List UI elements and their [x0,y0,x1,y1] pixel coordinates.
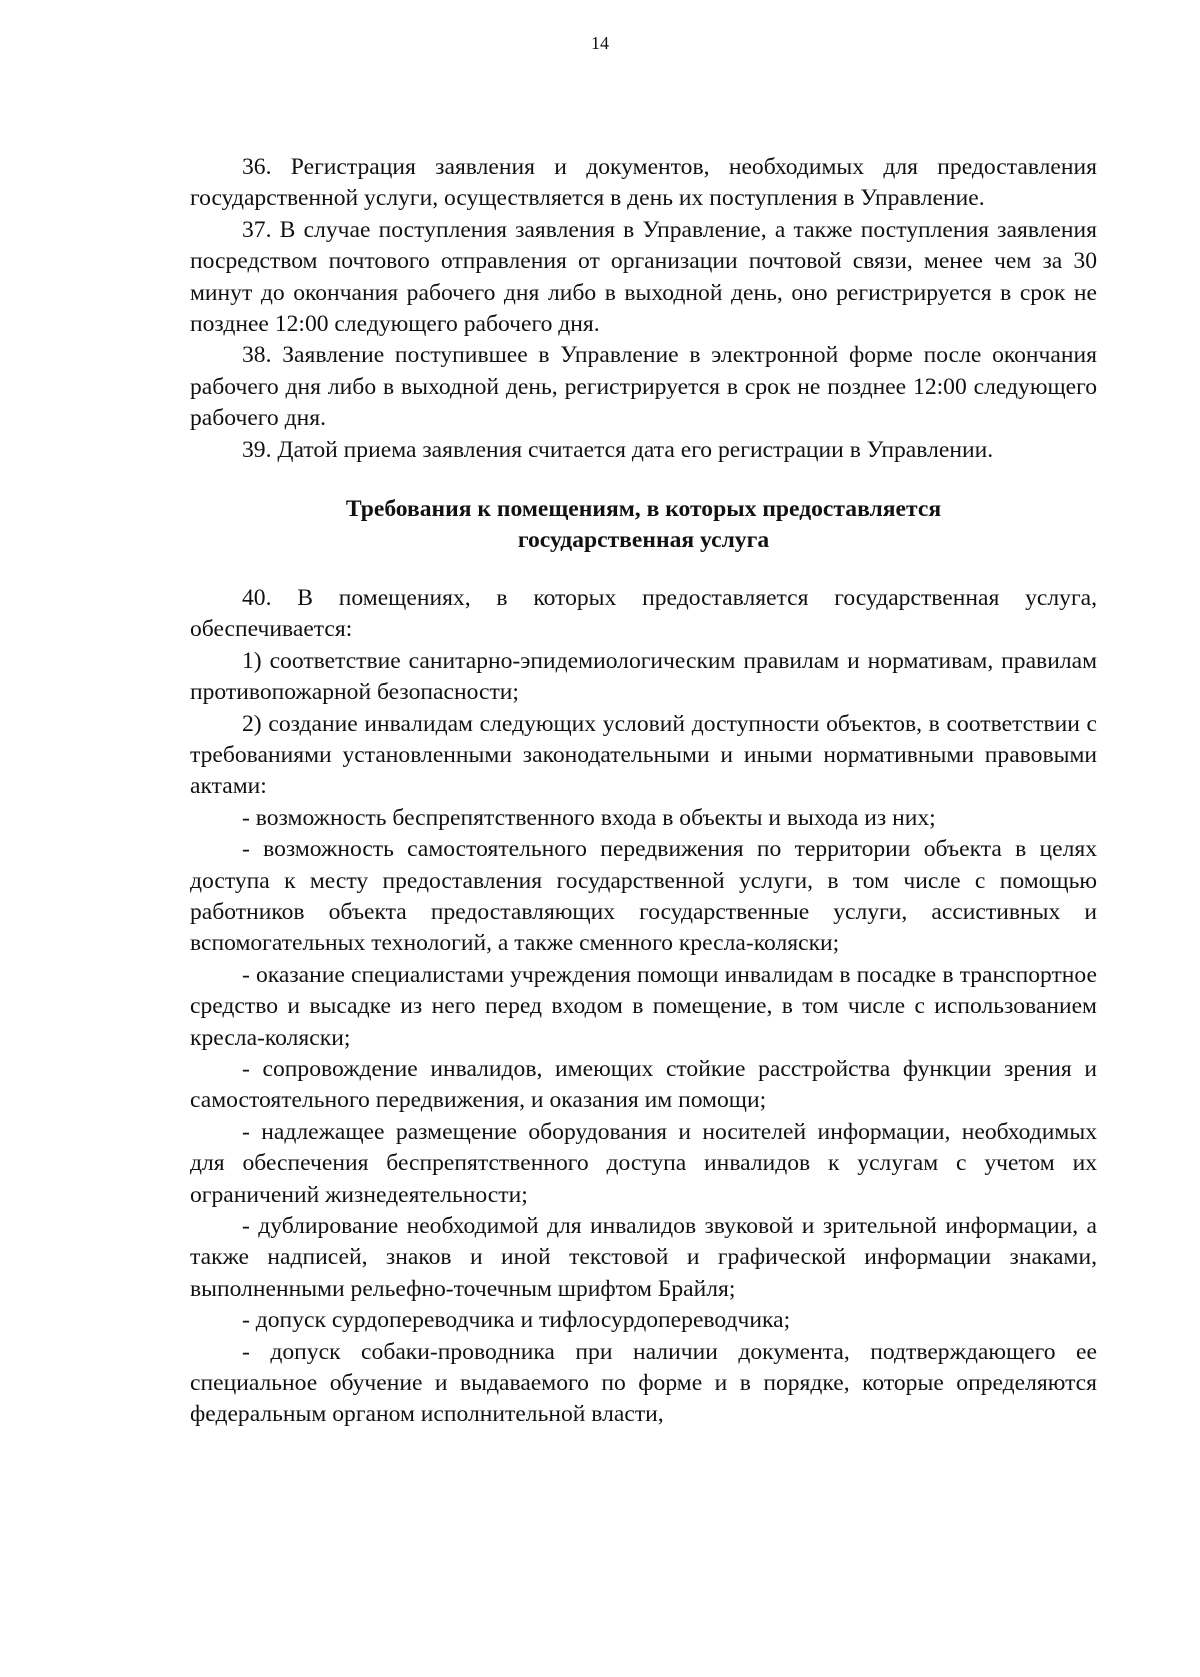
section-heading-line-1: Требования к помещениям, в которых предоставляется [345,496,942,523]
dash-item-braille-duplication: - дублирование необходимой для инвалидов звуковой и зрительной информации, а также надписей, знаков и иной текстовой и графической информации знаками, выполненными рельефно-точечным шрифтом Брайля; [190,1213,1097,1302]
dash-item-equipment-placement: - надлежащее размещение оборудования и носителей информации, необходимых для обеспечения беспрепятственного доступа инвалидов к услугам с учетом их ограничений жизнедеятельности; [190,1118,1097,1208]
dash-item-transport-assistance: - оказание специалистами учреждения помощи инвалидам в посадке в транспортное средство и высадке из него перед входом в помещение, в том числе с использованием кресла-коляски; [190,961,1097,1051]
dash-item-escort: - сопровождение инвалидов, имеющих стойкие расстройства функции зрения и самостоятельного передвижения, и оказания им помощи; [190,1055,1097,1114]
paragraph-39: 39. Датой приема заявления считается дата его регистрации в Управлении. [242,436,994,463]
numbered-item-2: 2) создание инвалидам следующих условий доступности объектов, в соответствии с требованиями установленными законодательными и иными нормативными правовыми актами: [190,710,1097,800]
document-body [190,152,1097,1431]
dash-item-guide-dog: - допуск собаки-проводника при наличии документа, подтверждающего ее специальное обучение и выдаваемого по форме и в порядке, которые определяются федеральным органом исполнительной власти, [190,1338,1097,1428]
section-heading-line-2: государственная услуга [517,527,770,554]
paragraph-37: 37. В случае поступления заявления в Управление, а также поступления заявления посредством почтового отправления от организации почтовой связи, менее чем за 30 минут до окончания рабочего дня либо в выходной день, оно регистрируется в срок не позднее 12:00 следующего рабочего дня. [190,216,1097,338]
paragraph-36: 36. Регистрация заявления и документов, необходимых для предоставления государственной услуги, осуществляется в день их поступления в Управление. [190,154,1097,212]
page-number: 14 [591,33,609,53]
numbered-item-1: 1) соответствие санитарно-эпидемиологическим правилам и нормативам, правилам противопожарной безопасности; [190,647,1097,706]
dash-item-independent-movement: - возможность самостоятельного передвижения по территории объекта в целях доступа к месту предоставления государственной услуги, в том числе с помощью работников объекта предоставляющих государственные услуги, ассистивных и вспомогательных технологий, а также сменного кресла-коляски; [190,836,1097,957]
paragraph-40: 40. В помещениях, в которых предоставляется государственная услуга, обеспечивается: [190,584,1097,643]
dash-item-entry-exit: - возможность беспрепятственного входа в объекты и выхода из них; [242,804,936,831]
paragraph-38: 38. Заявление поступившее в Управление в электронной форме после окончания рабочего дня либо в выходной день, регистрируется в срок не позднее 12:00 следующего рабочего дня. [190,342,1097,432]
dash-item-sign-interpreter: - допуск сурдопереводчика и тифлосурдопереводчика; [242,1307,791,1334]
section-heading [190,494,1097,557]
